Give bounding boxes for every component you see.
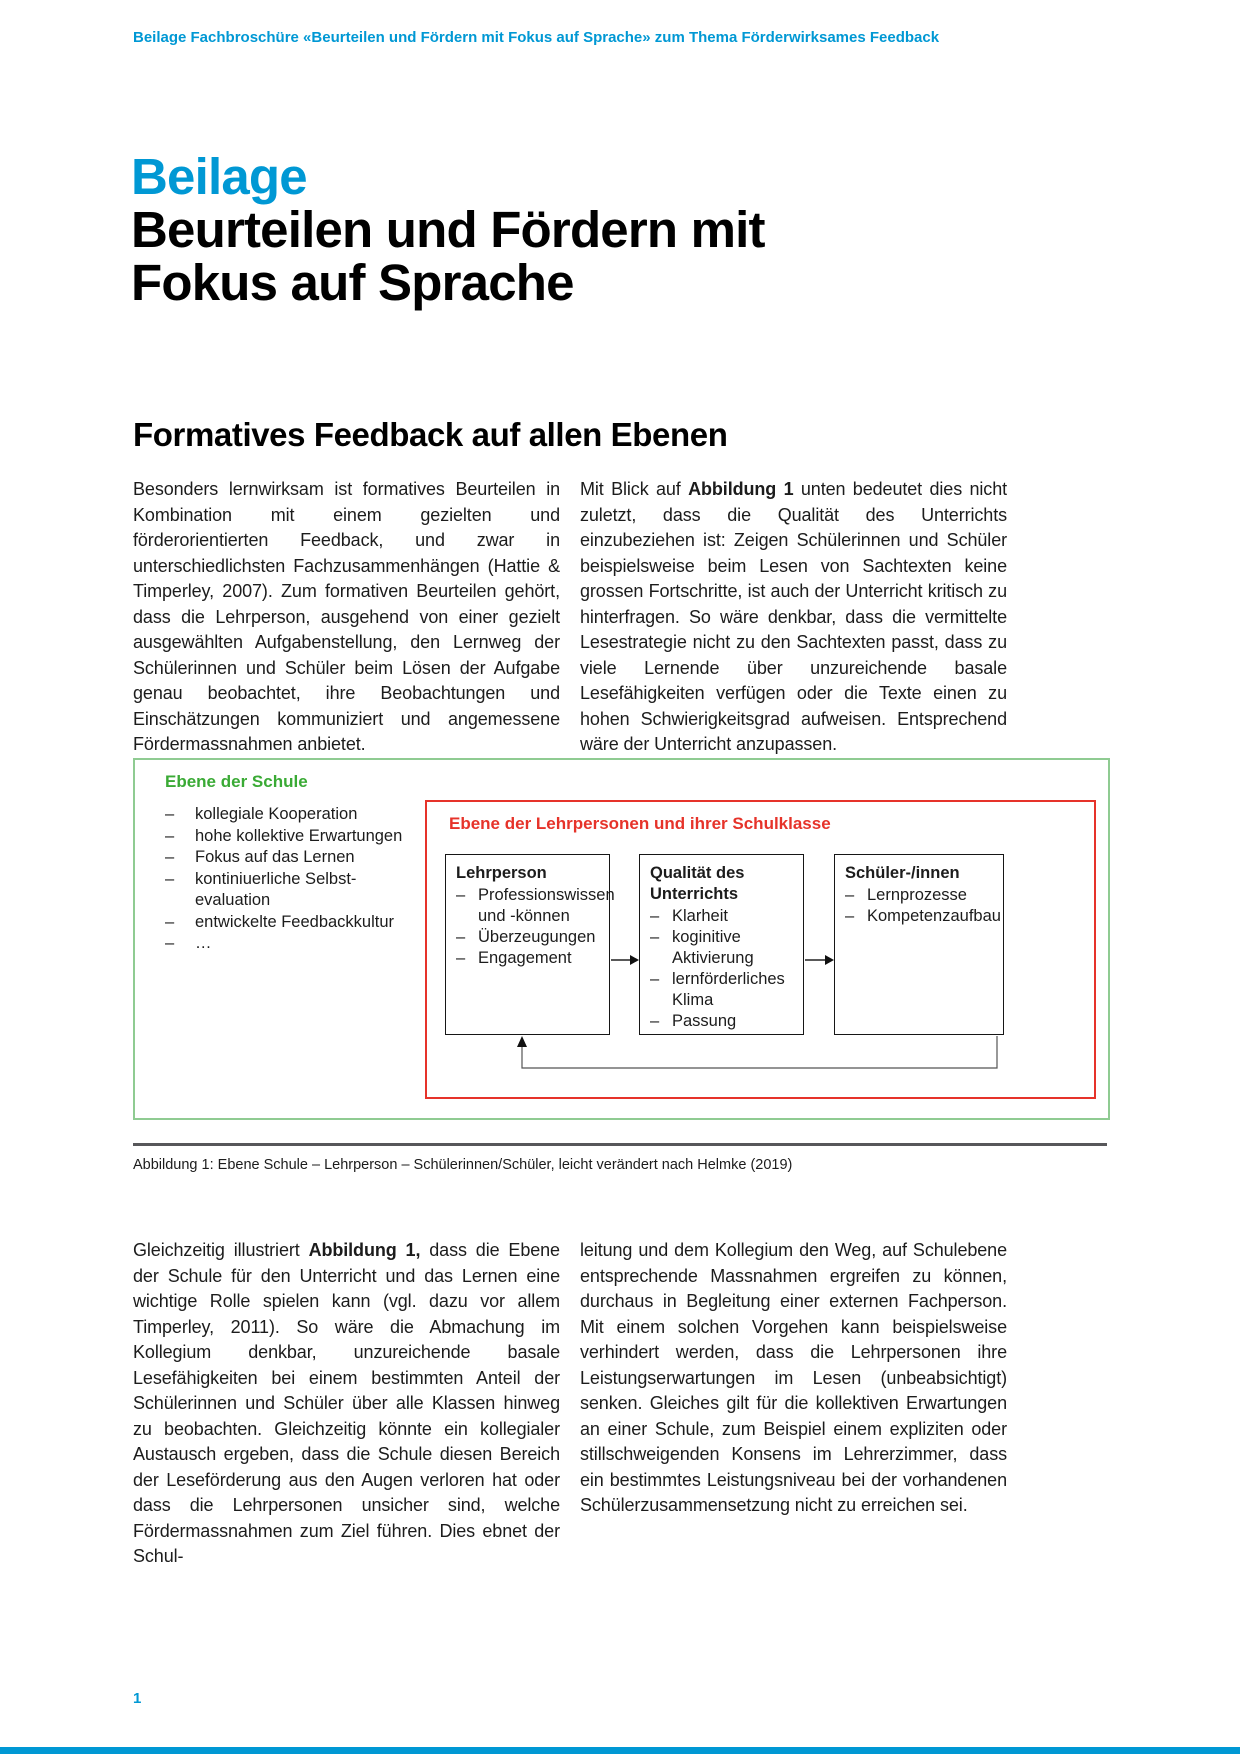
schueler-box — [834, 854, 1004, 1035]
dash-bullet: – — [650, 907, 660, 925]
feedback-loop-arrow — [517, 1036, 997, 1068]
figure-caption: Abbildung 1: Ebene Schule – Lehrperson – Schülerinnen/Schüler, leicht verändert nach Helmke (2019) — [133, 1157, 793, 1173]
arrow-unterricht-to-schueler — [805, 955, 834, 965]
figure-abbildung-1 — [133, 758, 1110, 1120]
figure-reference: Abbildung 1 — [688, 479, 794, 499]
dash-bullet: – — [165, 805, 175, 823]
dash-bullet: – — [650, 1012, 660, 1030]
list-item: – lernförderliches Klima — [650, 970, 785, 1009]
intro-columns — [133, 477, 1007, 758]
body-left-paragraph — [133, 1238, 560, 1570]
classroom-level-title: Ebene der Lehrpersonen und ihrer Schulklasse — [449, 814, 831, 833]
body-columns — [133, 1238, 1007, 1570]
page-number: 1 — [133, 1690, 142, 1707]
classroom-level-box — [425, 800, 1096, 1099]
school-level-list — [165, 804, 417, 955]
body-left-pre: Gleichzeitig illustriert — [133, 1240, 309, 1260]
figure-reference: Abbildung 1, — [308, 1240, 421, 1260]
school-level-title: Ebene der Schule — [165, 772, 308, 791]
body-right-paragraph: leitung und dem Kollegium den Weg, auf Schulebene entsprechende Massnahmen ergreifen zu können, durchaus in Begleitung einer externen Fachperson. Mit einem solchen Vorgehen kann beispielsweise verhindert werden, dass die Lehrpersonen ihre Leistungserwartungen im Lesen (unbeabsichtigt) senken. Gleiches gilt für die kollektiven Erwartungen an einer Schule, zum Beispiel einem expliziten oder stillschweigenden Konsens im Lehrerzimmer, dass ein bestimmtes Leistungsniveau bei der vorhandenen Schülerzusammensetzung nicht zu erreichen sei. — [580, 1240, 1007, 1515]
intro-right-post: unten bedeutet dies nicht zuletzt, dass die Qualität des Unterrichts einzubeziehen ist: Zeigen Schülerinnen und Schüler beispielsweise beim Lesen von Sachtexten keine grossen Fortschritte, ist auch der Unterricht kritisch zu hinterfragen. So wäre denkbar, dass die vermittelte Lesestrategie nicht zu den Sachtexten passt, dass zu viele Lernende über unzureichende basale Lesefähigkeiten verfügen oder die Texte einen zu hohen Schwierigkeitsgrad aufweisen. Entsprechend wäre der Unterricht anzupassen. — [580, 479, 1008, 754]
list-item: – Professionswissen und -können — [456, 886, 615, 925]
list-item: – entwickelte Feedbackkultur — [165, 912, 417, 934]
list-item: – Lernprozesse — [845, 886, 967, 904]
schueler-box-title: Schüler-/innen — [845, 864, 960, 882]
list-item: – Engagement — [456, 949, 572, 967]
dash-bullet: – — [165, 869, 175, 888]
intro-right-paragraph — [580, 477, 1007, 758]
dash-bullet: – — [165, 934, 175, 952]
dash-bullet: – — [650, 970, 660, 988]
body-left-post: dass die Ebene der Schule für den Unterricht und das Lernen eine wichtige Rolle spielen kann (vgl. dazu vor allem Timperley, 2011). So wäre die Abmachung im Kollegium denkbar, unzureichende basale Lesefähigkeiten bei einem bestimmten Anteil der Schülerinnen und Schüler über alle Klassen hinweg zu beobachten. Gleichzeitig könnte ein kollegialer Austausch ergeben, dass die Schule diesen Bereich der Leseförderung aus den Augen verloren hat oder dass die Lehrpersonen unsicher sind, welche Fördermassnahmen zum Ziel führen. Dies ebnet der Schul- — [133, 1240, 560, 1566]
dash-bullet: – — [165, 848, 175, 866]
section-title: Formatives Feedback auf allen Ebenen — [133, 416, 728, 453]
arrow-lehrperson-to-unterricht — [611, 955, 639, 965]
list-item: – Kompetenzaufbau — [845, 907, 1001, 925]
intro-right-pre: Mit Blick auf — [580, 479, 689, 499]
list-item: – Klarheit — [650, 907, 728, 925]
list-item: – Passung — [650, 1012, 737, 1030]
list-item: – … — [165, 933, 417, 955]
dash-bullet: – — [165, 912, 175, 931]
dash-bullet: – — [650, 928, 660, 946]
heading-kicker: Beilage — [131, 148, 307, 205]
intro-left-paragraph: Besonders lernwirksam ist formatives Beurteilen in Kombination mit einem gezielten und förderorientierten Feedback, und zwar in unterschiedlichsten Fachzusammenhängen (Hattie & Timperley, 2007). Zum formativen Beurteilen gehört, dass die Lehrperson, ausgehend von einer gezielt ausgewählten Aufgabenstellung, den Lernweg der Schülerinnen und Schüler beim Lösen der Aufgabe genau beobachtet, ihre Beobachtungen und Einschätzungen kommuniziert und angemessene Fördermassnahmen anbietet. — [133, 479, 560, 754]
list-item: – koginitive Aktivierung — [650, 928, 754, 967]
running-head: Beilage Fachbroschüre «Beurteilen und Fördern mit Fokus auf Sprache» zum Thema Förderwirksames Feedback — [133, 29, 940, 46]
list-item: – kollegiale Kooperation — [165, 804, 417, 826]
unterrichtsqualitaet-box — [639, 854, 804, 1035]
lehrperson-box — [445, 854, 615, 1035]
unterrichtsqualitaet-box-title: Qualität des Unterrichts — [650, 864, 745, 903]
dash-bullet: – — [845, 907, 855, 925]
dash-bullet: – — [456, 928, 466, 946]
dash-bullet: – — [456, 949, 466, 967]
lehrperson-box-title: Lehrperson — [456, 864, 547, 882]
list-item: – hohe kollektive Erwartungen — [165, 826, 417, 848]
list-item: – Überzeugungen — [456, 928, 596, 946]
footer-accent-bar — [0, 1747, 1240, 1754]
dash-bullet: – — [845, 886, 855, 904]
list-item: – Fokus auf das Lernen — [165, 847, 417, 869]
dash-bullet: – — [456, 886, 466, 904]
figure-divider-rule — [133, 1143, 1107, 1146]
title-block — [131, 150, 821, 309]
dash-bullet: – — [165, 826, 175, 845]
list-item: – kontiniuerliche Selbst-evaluation — [165, 869, 417, 912]
page-title: Beurteilen und Fördern mit Fokus auf Sprache — [131, 201, 765, 311]
